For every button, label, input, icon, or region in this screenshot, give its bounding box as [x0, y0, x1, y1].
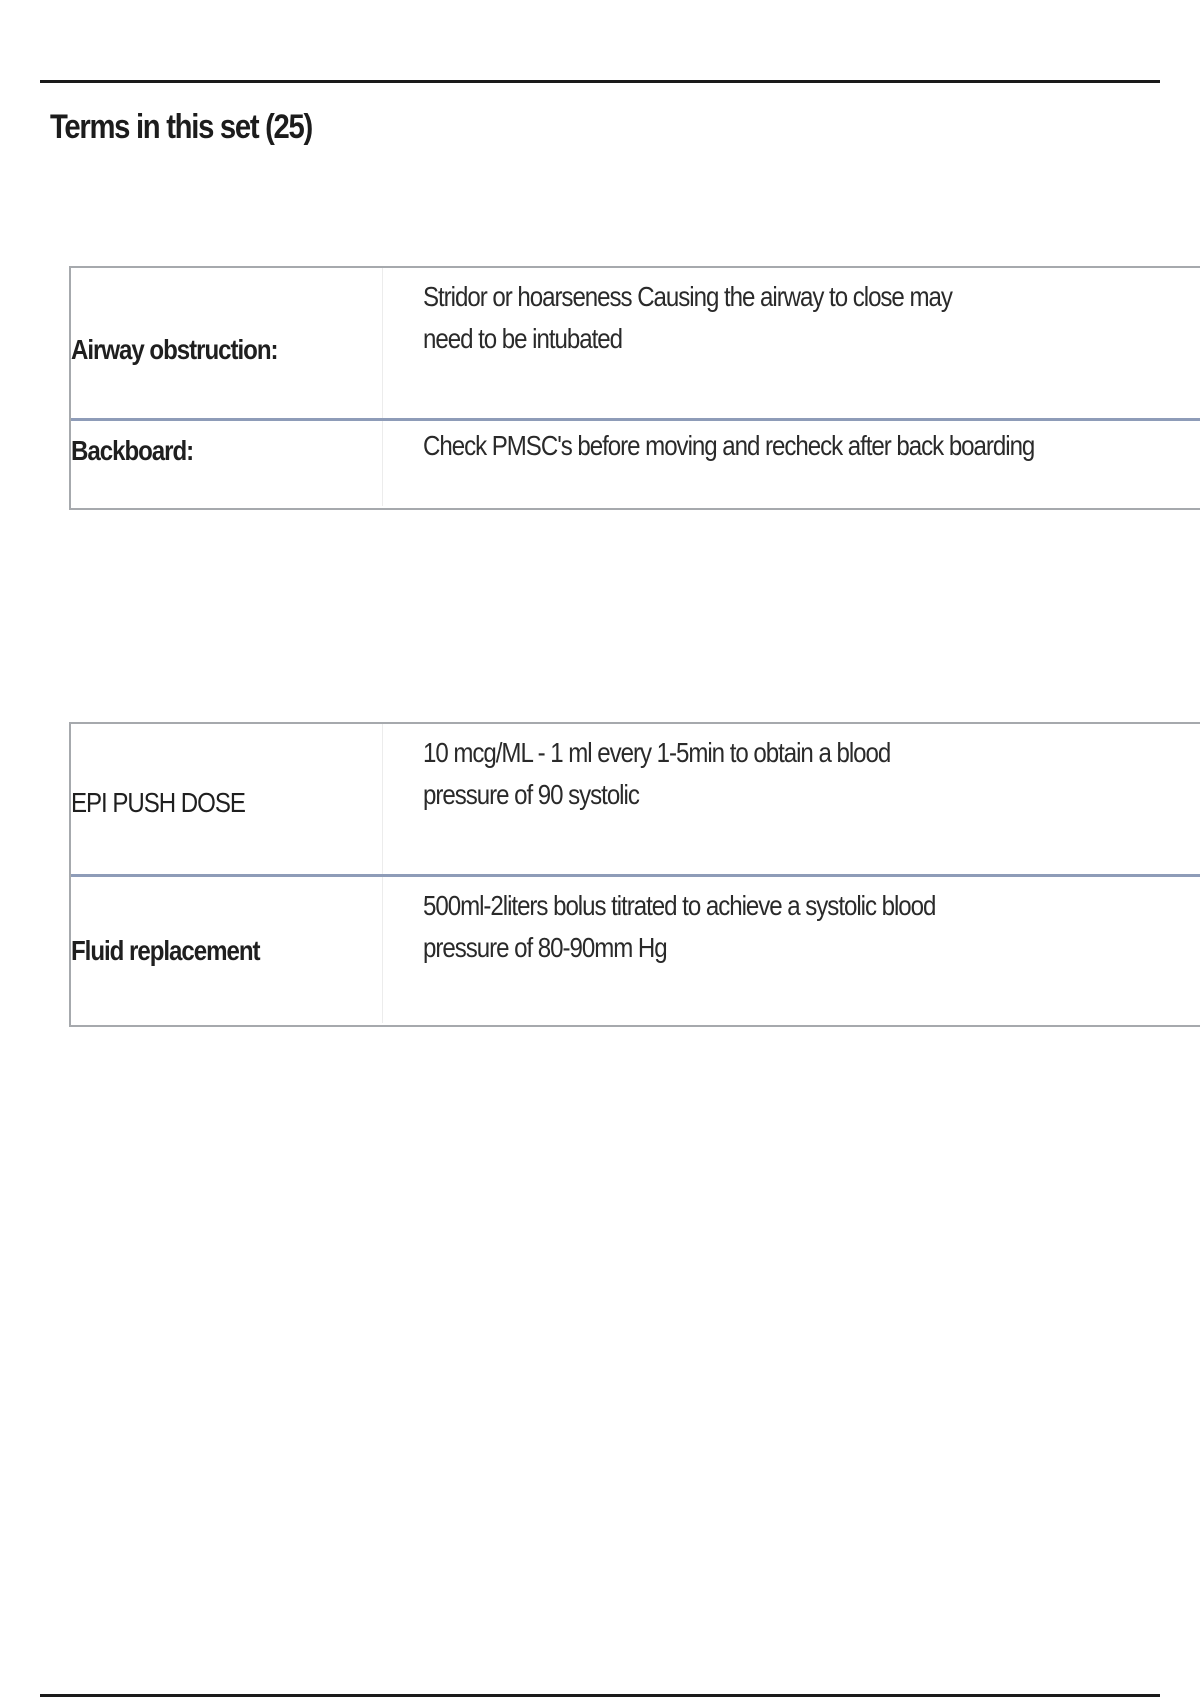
- term-definition: Stridor or hoarseness Causing the airway to close may need to be intubated: [423, 281, 952, 354]
- terms-card: [69, 722, 1200, 1027]
- term-label: Airway obstruction:: [71, 268, 383, 418]
- term-row: [71, 418, 1200, 506]
- bottom-divider: [40, 1694, 1160, 1697]
- term-label: Fluid replacement: [71, 877, 383, 1023]
- term-label: EPI PUSH DOSE: [71, 724, 383, 874]
- term-definition: 10 mcg/ML - 1 ml every 1-5min to obtain a blood pressure of 90 systolic: [423, 737, 891, 810]
- term-definition: 500ml-2liters bolus titrated to achieve a systolic blood pressure of 80-90mm Hg: [423, 890, 936, 963]
- term-row: [71, 874, 1200, 1023]
- term-row: [71, 268, 1200, 418]
- terms-heading: Terms in this set (25): [50, 108, 312, 146]
- term-definition: Check PMSC's before moving and recheck after back boarding: [423, 430, 1035, 461]
- terms-card: [69, 266, 1200, 510]
- term-label: Backboard:: [71, 421, 383, 506]
- term-row: [71, 724, 1200, 874]
- top-divider: [40, 80, 1160, 83]
